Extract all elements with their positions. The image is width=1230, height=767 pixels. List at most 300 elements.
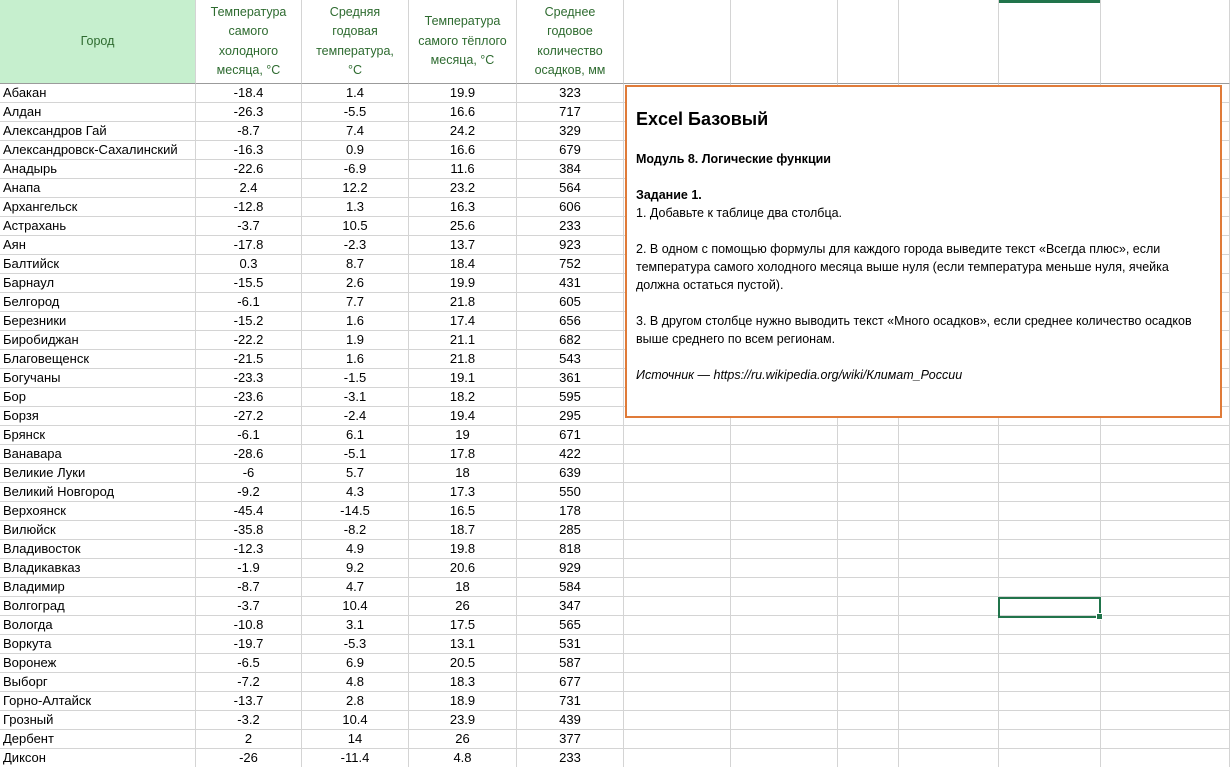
value-cell[interactable]: 25.6 bbox=[409, 217, 517, 236]
value-cell[interactable]: 2.8 bbox=[302, 692, 409, 711]
empty-cell[interactable] bbox=[624, 426, 731, 445]
value-cell[interactable]: 564 bbox=[517, 179, 624, 198]
value-cell[interactable]: 1.4 bbox=[302, 84, 409, 103]
city-cell[interactable]: Великий Новгород bbox=[0, 483, 196, 502]
value-cell[interactable]: 7.7 bbox=[302, 293, 409, 312]
value-cell[interactable]: 565 bbox=[517, 616, 624, 635]
value-cell[interactable]: 233 bbox=[517, 749, 624, 767]
value-cell[interactable]: 24.2 bbox=[409, 122, 517, 141]
value-cell[interactable]: 671 bbox=[517, 426, 624, 445]
task-textbox[interactable] bbox=[625, 85, 1222, 418]
city-cell[interactable]: Аян bbox=[0, 236, 196, 255]
city-cell[interactable]: Владивосток bbox=[0, 540, 196, 559]
empty-cell[interactable] bbox=[624, 483, 731, 502]
value-cell[interactable]: -3.2 bbox=[196, 711, 302, 730]
value-cell[interactable]: -1.9 bbox=[196, 559, 302, 578]
empty-cell[interactable] bbox=[1101, 635, 1230, 654]
empty-cell[interactable] bbox=[731, 464, 838, 483]
value-cell[interactable]: -23.6 bbox=[196, 388, 302, 407]
value-cell[interactable]: 4.9 bbox=[302, 540, 409, 559]
value-cell[interactable]: 19.4 bbox=[409, 407, 517, 426]
value-cell[interactable]: 16.5 bbox=[409, 502, 517, 521]
empty-cell[interactable] bbox=[624, 578, 731, 597]
value-cell[interactable]: -5.1 bbox=[302, 445, 409, 464]
empty-cell[interactable] bbox=[624, 597, 731, 616]
empty-cell[interactable] bbox=[899, 654, 999, 673]
city-cell[interactable]: Верхоянск bbox=[0, 502, 196, 521]
city-cell[interactable]: Ванавара bbox=[0, 445, 196, 464]
value-cell[interactable]: 923 bbox=[517, 236, 624, 255]
value-cell[interactable]: -6 bbox=[196, 464, 302, 483]
value-cell[interactable]: -2.4 bbox=[302, 407, 409, 426]
value-cell[interactable]: 0.3 bbox=[196, 255, 302, 274]
empty-cell[interactable] bbox=[838, 445, 899, 464]
value-cell[interactable]: 587 bbox=[517, 654, 624, 673]
value-cell[interactable]: 656 bbox=[517, 312, 624, 331]
empty-cell[interactable] bbox=[731, 730, 838, 749]
empty-cell[interactable] bbox=[1101, 483, 1230, 502]
empty-cell[interactable] bbox=[1101, 0, 1230, 84]
value-cell[interactable]: 550 bbox=[517, 483, 624, 502]
value-cell[interactable]: 285 bbox=[517, 521, 624, 540]
value-cell[interactable]: 717 bbox=[517, 103, 624, 122]
empty-cell[interactable] bbox=[731, 711, 838, 730]
value-cell[interactable]: 18 bbox=[409, 578, 517, 597]
empty-cell[interactable] bbox=[624, 654, 731, 673]
value-cell[interactable]: 1.3 bbox=[302, 198, 409, 217]
value-cell[interactable]: 377 bbox=[517, 730, 624, 749]
empty-cell[interactable] bbox=[731, 635, 838, 654]
empty-cell[interactable] bbox=[624, 711, 731, 730]
city-cell[interactable]: Балтийск bbox=[0, 255, 196, 274]
empty-cell[interactable] bbox=[899, 673, 999, 692]
empty-cell[interactable] bbox=[838, 483, 899, 502]
value-cell[interactable]: -3.7 bbox=[196, 217, 302, 236]
city-cell[interactable]: Анапа bbox=[0, 179, 196, 198]
city-cell[interactable]: Воркута bbox=[0, 635, 196, 654]
empty-cell[interactable] bbox=[899, 464, 999, 483]
value-cell[interactable]: -5.3 bbox=[302, 635, 409, 654]
value-cell[interactable]: 20.6 bbox=[409, 559, 517, 578]
value-cell[interactable]: 16.6 bbox=[409, 141, 517, 160]
empty-cell[interactable] bbox=[838, 521, 899, 540]
empty-cell[interactable] bbox=[999, 483, 1101, 502]
city-cell[interactable]: Диксон bbox=[0, 749, 196, 767]
empty-cell[interactable] bbox=[999, 673, 1101, 692]
empty-cell[interactable] bbox=[1101, 578, 1230, 597]
value-cell[interactable]: 19.9 bbox=[409, 274, 517, 293]
city-cell[interactable]: Борзя bbox=[0, 407, 196, 426]
empty-cell[interactable] bbox=[731, 521, 838, 540]
empty-cell[interactable] bbox=[1101, 597, 1230, 616]
empty-cell[interactable] bbox=[624, 540, 731, 559]
city-cell[interactable]: Богучаны bbox=[0, 369, 196, 388]
value-cell[interactable]: 18.7 bbox=[409, 521, 517, 540]
value-cell[interactable]: 439 bbox=[517, 711, 624, 730]
header-warmest-month[interactable]: Температура самого тёплого месяца, °С bbox=[409, 0, 517, 84]
empty-cell[interactable] bbox=[731, 540, 838, 559]
empty-cell[interactable] bbox=[999, 749, 1101, 767]
empty-cell[interactable] bbox=[899, 692, 999, 711]
value-cell[interactable]: 12.2 bbox=[302, 179, 409, 198]
city-cell[interactable]: Выборг bbox=[0, 673, 196, 692]
empty-cell[interactable] bbox=[731, 597, 838, 616]
empty-cell[interactable] bbox=[838, 578, 899, 597]
value-cell[interactable]: -22.6 bbox=[196, 160, 302, 179]
value-cell[interactable]: 2.6 bbox=[302, 274, 409, 293]
value-cell[interactable]: 23.2 bbox=[409, 179, 517, 198]
empty-cell[interactable] bbox=[1101, 521, 1230, 540]
empty-cell[interactable] bbox=[838, 0, 899, 84]
empty-cell[interactable] bbox=[624, 0, 731, 84]
empty-cell[interactable] bbox=[838, 597, 899, 616]
value-cell[interactable]: 8.7 bbox=[302, 255, 409, 274]
value-cell[interactable]: 323 bbox=[517, 84, 624, 103]
city-cell[interactable]: Биробиджан bbox=[0, 331, 196, 350]
value-cell[interactable]: -8.7 bbox=[196, 122, 302, 141]
empty-cell[interactable] bbox=[999, 616, 1101, 635]
value-cell[interactable]: -27.2 bbox=[196, 407, 302, 426]
empty-cell[interactable] bbox=[731, 0, 838, 84]
value-cell[interactable]: 10.4 bbox=[302, 711, 409, 730]
empty-cell[interactable] bbox=[731, 502, 838, 521]
value-cell[interactable]: 14 bbox=[302, 730, 409, 749]
value-cell[interactable]: 18.4 bbox=[409, 255, 517, 274]
empty-cell[interactable] bbox=[838, 464, 899, 483]
empty-cell[interactable] bbox=[1101, 464, 1230, 483]
value-cell[interactable]: 929 bbox=[517, 559, 624, 578]
value-cell[interactable]: 605 bbox=[517, 293, 624, 312]
value-cell[interactable]: 11.6 bbox=[409, 160, 517, 179]
value-cell[interactable]: -45.4 bbox=[196, 502, 302, 521]
empty-cell[interactable] bbox=[624, 692, 731, 711]
value-cell[interactable]: -21.5 bbox=[196, 350, 302, 369]
empty-cell[interactable] bbox=[624, 749, 731, 767]
value-cell[interactable]: 531 bbox=[517, 635, 624, 654]
city-cell[interactable]: Вилюйск bbox=[0, 521, 196, 540]
empty-cell[interactable] bbox=[838, 559, 899, 578]
value-cell[interactable]: 3.1 bbox=[302, 616, 409, 635]
empty-cell[interactable] bbox=[1101, 730, 1230, 749]
value-cell[interactable]: 9.2 bbox=[302, 559, 409, 578]
city-cell[interactable]: Архангельск bbox=[0, 198, 196, 217]
empty-cell[interactable] bbox=[899, 483, 999, 502]
value-cell[interactable]: -11.4 bbox=[302, 749, 409, 767]
empty-cell[interactable] bbox=[999, 521, 1101, 540]
empty-cell[interactable] bbox=[731, 445, 838, 464]
empty-cell[interactable] bbox=[731, 559, 838, 578]
city-cell[interactable]: Грозный bbox=[0, 711, 196, 730]
empty-cell[interactable] bbox=[624, 673, 731, 692]
empty-cell[interactable] bbox=[899, 559, 999, 578]
value-cell[interactable]: 361 bbox=[517, 369, 624, 388]
value-cell[interactable]: 26 bbox=[409, 730, 517, 749]
value-cell[interactable]: 7.4 bbox=[302, 122, 409, 141]
value-cell[interactable]: -15.5 bbox=[196, 274, 302, 293]
value-cell[interactable]: 20.5 bbox=[409, 654, 517, 673]
value-cell[interactable]: -12.8 bbox=[196, 198, 302, 217]
value-cell[interactable]: 818 bbox=[517, 540, 624, 559]
empty-cell[interactable] bbox=[838, 426, 899, 445]
empty-cell[interactable] bbox=[624, 635, 731, 654]
city-cell[interactable]: Волгоград bbox=[0, 597, 196, 616]
value-cell[interactable]: 18 bbox=[409, 464, 517, 483]
value-cell[interactable]: 17.4 bbox=[409, 312, 517, 331]
empty-cell[interactable] bbox=[1101, 502, 1230, 521]
city-cell[interactable]: Березники bbox=[0, 312, 196, 331]
empty-cell[interactable] bbox=[731, 654, 838, 673]
empty-cell[interactable] bbox=[899, 0, 999, 84]
empty-cell[interactable] bbox=[899, 578, 999, 597]
empty-cell[interactable] bbox=[1101, 540, 1230, 559]
empty-cell[interactable] bbox=[999, 635, 1101, 654]
value-cell[interactable]: 18.2 bbox=[409, 388, 517, 407]
header-city[interactable]: Город bbox=[0, 0, 196, 84]
city-cell[interactable]: Астрахань bbox=[0, 217, 196, 236]
empty-cell[interactable] bbox=[899, 616, 999, 635]
empty-cell[interactable] bbox=[899, 749, 999, 767]
value-cell[interactable]: 584 bbox=[517, 578, 624, 597]
value-cell[interactable]: -19.7 bbox=[196, 635, 302, 654]
city-cell[interactable]: Вологда bbox=[0, 616, 196, 635]
value-cell[interactable]: 1.9 bbox=[302, 331, 409, 350]
empty-cell[interactable] bbox=[731, 616, 838, 635]
city-cell[interactable]: Благовещенск bbox=[0, 350, 196, 369]
city-cell[interactable]: Александров Гай bbox=[0, 122, 196, 141]
value-cell[interactable]: -23.3 bbox=[196, 369, 302, 388]
empty-cell[interactable] bbox=[731, 426, 838, 445]
empty-cell[interactable] bbox=[999, 654, 1101, 673]
value-cell[interactable]: 26 bbox=[409, 597, 517, 616]
value-cell[interactable]: -5.5 bbox=[302, 103, 409, 122]
empty-cell[interactable] bbox=[731, 578, 838, 597]
value-cell[interactable]: -2.3 bbox=[302, 236, 409, 255]
city-cell[interactable]: Белгород bbox=[0, 293, 196, 312]
value-cell[interactable]: 347 bbox=[517, 597, 624, 616]
city-cell[interactable]: Владикавказ bbox=[0, 559, 196, 578]
value-cell[interactable]: 16.6 bbox=[409, 103, 517, 122]
city-cell[interactable]: Воронеж bbox=[0, 654, 196, 673]
value-cell[interactable]: 4.8 bbox=[409, 749, 517, 767]
value-cell[interactable]: 178 bbox=[517, 502, 624, 521]
value-cell[interactable]: 1.6 bbox=[302, 350, 409, 369]
empty-cell[interactable] bbox=[731, 483, 838, 502]
value-cell[interactable]: 17.5 bbox=[409, 616, 517, 635]
empty-cell[interactable] bbox=[899, 711, 999, 730]
value-cell[interactable]: 329 bbox=[517, 122, 624, 141]
empty-cell[interactable] bbox=[999, 578, 1101, 597]
value-cell[interactable]: 19.8 bbox=[409, 540, 517, 559]
value-cell[interactable]: 17.3 bbox=[409, 483, 517, 502]
empty-cell[interactable] bbox=[899, 540, 999, 559]
value-cell[interactable]: -16.3 bbox=[196, 141, 302, 160]
value-cell[interactable]: -15.2 bbox=[196, 312, 302, 331]
value-cell[interactable]: 731 bbox=[517, 692, 624, 711]
header-coldest-month[interactable]: Температура самого холодного месяца, °С bbox=[196, 0, 302, 84]
value-cell[interactable]: -10.8 bbox=[196, 616, 302, 635]
value-cell[interactable]: -18.4 bbox=[196, 84, 302, 103]
empty-cell[interactable] bbox=[624, 502, 731, 521]
empty-cell[interactable] bbox=[838, 673, 899, 692]
value-cell[interactable]: 606 bbox=[517, 198, 624, 217]
value-cell[interactable]: 2.4 bbox=[196, 179, 302, 198]
value-cell[interactable]: 752 bbox=[517, 255, 624, 274]
empty-cell[interactable] bbox=[1101, 445, 1230, 464]
value-cell[interactable]: -6.9 bbox=[302, 160, 409, 179]
empty-cell[interactable] bbox=[899, 597, 999, 616]
value-cell[interactable]: -6.1 bbox=[196, 426, 302, 445]
empty-cell[interactable] bbox=[731, 673, 838, 692]
value-cell[interactable]: -26.3 bbox=[196, 103, 302, 122]
city-cell[interactable]: Александровск-Сахалинский bbox=[0, 141, 196, 160]
value-cell[interactable]: -28.6 bbox=[196, 445, 302, 464]
empty-cell[interactable] bbox=[1101, 749, 1230, 767]
empty-cell[interactable] bbox=[1101, 426, 1230, 445]
value-cell[interactable]: 13.1 bbox=[409, 635, 517, 654]
value-cell[interactable]: -35.8 bbox=[196, 521, 302, 540]
empty-cell[interactable] bbox=[1101, 673, 1230, 692]
empty-cell[interactable] bbox=[624, 559, 731, 578]
value-cell[interactable]: -7.2 bbox=[196, 673, 302, 692]
value-cell[interactable]: -12.3 bbox=[196, 540, 302, 559]
city-cell[interactable]: Брянск bbox=[0, 426, 196, 445]
empty-cell[interactable] bbox=[624, 616, 731, 635]
value-cell[interactable]: 21.8 bbox=[409, 293, 517, 312]
value-cell[interactable]: -8.7 bbox=[196, 578, 302, 597]
city-cell[interactable]: Дербент bbox=[0, 730, 196, 749]
value-cell[interactable]: 682 bbox=[517, 331, 624, 350]
empty-cell[interactable] bbox=[899, 502, 999, 521]
empty-cell[interactable] bbox=[999, 0, 1101, 84]
empty-cell[interactable] bbox=[838, 654, 899, 673]
value-cell[interactable]: 19 bbox=[409, 426, 517, 445]
value-cell[interactable]: 18.3 bbox=[409, 673, 517, 692]
value-cell[interactable]: 4.3 bbox=[302, 483, 409, 502]
empty-cell[interactable] bbox=[838, 692, 899, 711]
city-cell[interactable]: Бор bbox=[0, 388, 196, 407]
empty-cell[interactable] bbox=[624, 445, 731, 464]
value-cell[interactable]: 6.1 bbox=[302, 426, 409, 445]
city-cell[interactable]: Барнаул bbox=[0, 274, 196, 293]
header-annual-mean[interactable]: Средняя годовая температура, °С bbox=[302, 0, 409, 84]
city-cell[interactable]: Горно-Алтайск bbox=[0, 692, 196, 711]
header-precipitation[interactable]: Среднее годовое количество осадков, мм bbox=[517, 0, 624, 84]
value-cell[interactable]: 679 bbox=[517, 141, 624, 160]
value-cell[interactable]: 0.9 bbox=[302, 141, 409, 160]
empty-cell[interactable] bbox=[838, 616, 899, 635]
value-cell[interactable]: 17.8 bbox=[409, 445, 517, 464]
empty-cell[interactable] bbox=[624, 464, 731, 483]
value-cell[interactable]: 639 bbox=[517, 464, 624, 483]
empty-cell[interactable] bbox=[999, 502, 1101, 521]
empty-cell[interactable] bbox=[838, 730, 899, 749]
value-cell[interactable]: 4.8 bbox=[302, 673, 409, 692]
empty-cell[interactable] bbox=[1101, 692, 1230, 711]
value-cell[interactable]: 1.6 bbox=[302, 312, 409, 331]
value-cell[interactable]: 6.9 bbox=[302, 654, 409, 673]
empty-cell[interactable] bbox=[624, 521, 731, 540]
value-cell[interactable]: -3.1 bbox=[302, 388, 409, 407]
value-cell[interactable]: -9.2 bbox=[196, 483, 302, 502]
empty-cell[interactable] bbox=[999, 445, 1101, 464]
value-cell[interactable]: -8.2 bbox=[302, 521, 409, 540]
fill-handle[interactable] bbox=[1096, 613, 1103, 620]
city-cell[interactable]: Владимир bbox=[0, 578, 196, 597]
empty-cell[interactable] bbox=[999, 711, 1101, 730]
empty-cell[interactable] bbox=[838, 749, 899, 767]
value-cell[interactable]: 295 bbox=[517, 407, 624, 426]
empty-cell[interactable] bbox=[999, 426, 1101, 445]
value-cell[interactable]: 18.9 bbox=[409, 692, 517, 711]
value-cell[interactable]: 677 bbox=[517, 673, 624, 692]
empty-cell[interactable] bbox=[899, 635, 999, 654]
empty-cell[interactable] bbox=[999, 464, 1101, 483]
empty-cell[interactable] bbox=[899, 426, 999, 445]
city-cell[interactable]: Великие Луки bbox=[0, 464, 196, 483]
value-cell[interactable]: -14.5 bbox=[302, 502, 409, 521]
value-cell[interactable]: 10.4 bbox=[302, 597, 409, 616]
active-cell-selection[interactable] bbox=[998, 597, 1101, 618]
empty-cell[interactable] bbox=[838, 711, 899, 730]
empty-cell[interactable] bbox=[838, 502, 899, 521]
value-cell[interactable]: -26 bbox=[196, 749, 302, 767]
empty-cell[interactable] bbox=[731, 749, 838, 767]
city-cell[interactable]: Анадырь bbox=[0, 160, 196, 179]
value-cell[interactable]: -6.1 bbox=[196, 293, 302, 312]
empty-cell[interactable] bbox=[1101, 711, 1230, 730]
value-cell[interactable]: 543 bbox=[517, 350, 624, 369]
value-cell[interactable]: -1.5 bbox=[302, 369, 409, 388]
empty-cell[interactable] bbox=[838, 635, 899, 654]
empty-cell[interactable] bbox=[1101, 559, 1230, 578]
empty-cell[interactable] bbox=[999, 559, 1101, 578]
value-cell[interactable]: 2 bbox=[196, 730, 302, 749]
empty-cell[interactable] bbox=[624, 730, 731, 749]
city-cell[interactable]: Алдан bbox=[0, 103, 196, 122]
value-cell[interactable]: 422 bbox=[517, 445, 624, 464]
value-cell[interactable]: 13.7 bbox=[409, 236, 517, 255]
empty-cell[interactable] bbox=[999, 692, 1101, 711]
empty-cell[interactable] bbox=[899, 521, 999, 540]
value-cell[interactable]: 4.7 bbox=[302, 578, 409, 597]
empty-cell[interactable] bbox=[999, 540, 1101, 559]
city-cell[interactable]: Абакан bbox=[0, 84, 196, 103]
value-cell[interactable]: 19.9 bbox=[409, 84, 517, 103]
empty-cell[interactable] bbox=[731, 692, 838, 711]
empty-cell[interactable] bbox=[999, 730, 1101, 749]
value-cell[interactable]: 23.9 bbox=[409, 711, 517, 730]
value-cell[interactable]: 233 bbox=[517, 217, 624, 236]
value-cell[interactable]: 16.3 bbox=[409, 198, 517, 217]
empty-cell[interactable] bbox=[1101, 654, 1230, 673]
value-cell[interactable]: -3.7 bbox=[196, 597, 302, 616]
value-cell[interactable]: 21.8 bbox=[409, 350, 517, 369]
value-cell[interactable]: 431 bbox=[517, 274, 624, 293]
value-cell[interactable]: -13.7 bbox=[196, 692, 302, 711]
value-cell[interactable]: 21.1 bbox=[409, 331, 517, 350]
empty-cell[interactable] bbox=[1101, 616, 1230, 635]
empty-cell[interactable] bbox=[899, 445, 999, 464]
empty-cell[interactable] bbox=[838, 540, 899, 559]
value-cell[interactable]: 5.7 bbox=[302, 464, 409, 483]
empty-cell[interactable] bbox=[899, 730, 999, 749]
value-cell[interactable]: -17.8 bbox=[196, 236, 302, 255]
value-cell[interactable]: 595 bbox=[517, 388, 624, 407]
value-cell[interactable]: -6.5 bbox=[196, 654, 302, 673]
value-cell[interactable]: 19.1 bbox=[409, 369, 517, 388]
value-cell[interactable]: 10.5 bbox=[302, 217, 409, 236]
value-cell[interactable]: 384 bbox=[517, 160, 624, 179]
